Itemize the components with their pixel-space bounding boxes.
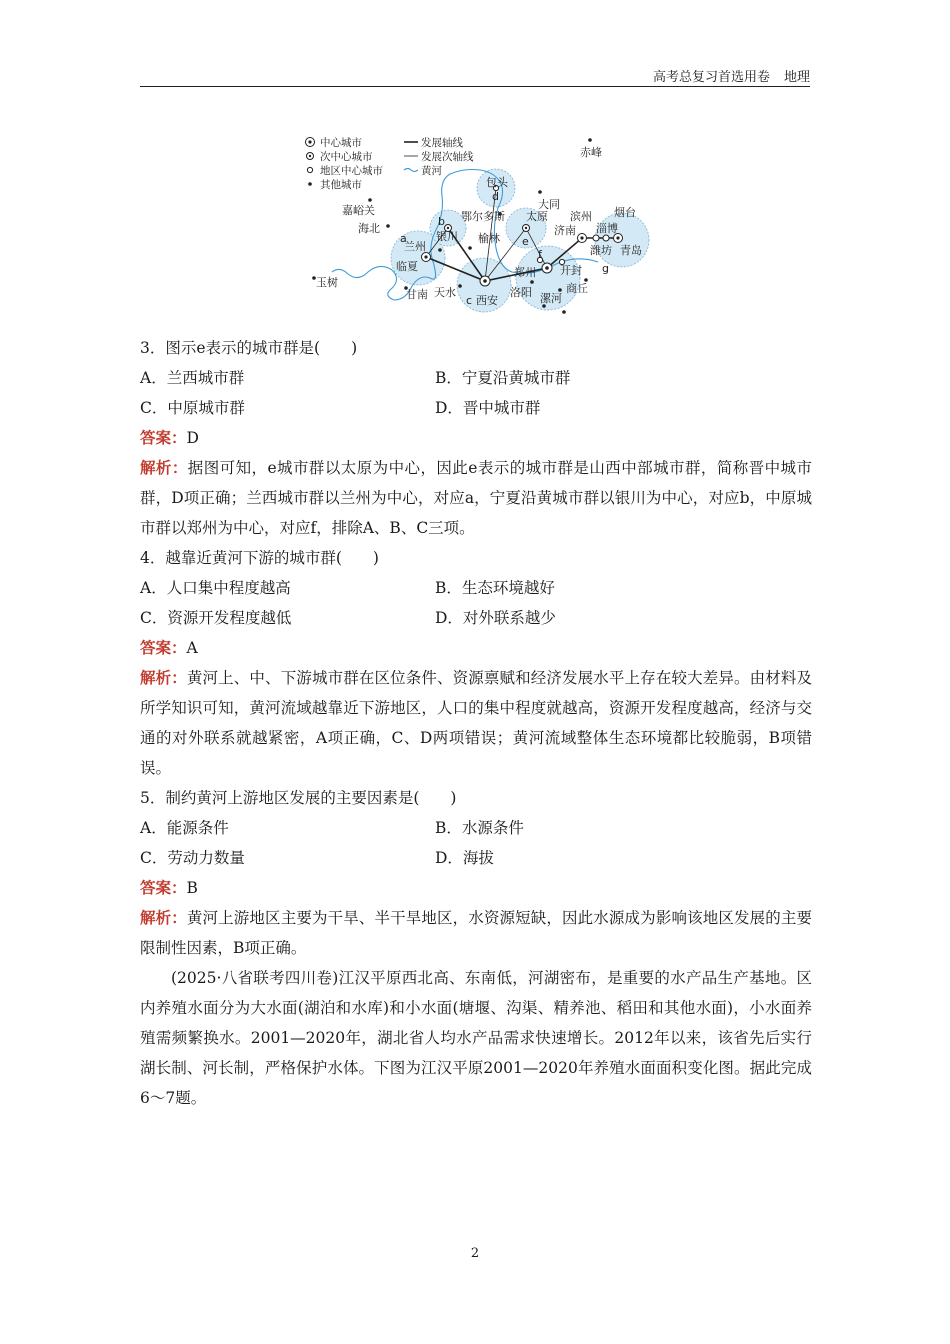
legend-other-city: 其他城市 bbox=[320, 179, 362, 191]
q3-option-a: A．兰西城市群 bbox=[140, 369, 245, 387]
q3-options bbox=[140, 363, 812, 393]
q4-answer-label: 答案： bbox=[140, 638, 187, 657]
label-qingdao: 青岛 bbox=[620, 244, 642, 257]
q3-option-d: D．晋中城市群 bbox=[435, 399, 541, 417]
q4-option-d: D．对外联系越少 bbox=[435, 609, 556, 627]
q3-answer-value: D bbox=[186, 429, 199, 447]
page-number: 2 bbox=[470, 1246, 480, 1261]
label-ordos: 鄂尔多斯 bbox=[461, 210, 505, 223]
label-haibei: 海北 bbox=[358, 222, 380, 235]
q5-stem: 5．制约黄河上游地区发展的主要因素是( ) bbox=[140, 789, 457, 807]
q3-analysis-text: 据图可知，e城市群以太原为中心，因此e表示的城市群是山西中部城市群，简称晋中城市群，D项正确；兰西城市群以兰州为中心，对应a，宁夏沿黄城市群以银川为中心，对应b，中原城市群以郑州为中心，对应f，排除A、B、C三项。 bbox=[140, 459, 812, 537]
q3-answer bbox=[140, 423, 812, 453]
q4-analysis-text: 黄河上、中、下游城市群在区位条件、资源禀赋和经济发展水平上存在较大差异。由材料及所学知识可知，黄河流域越靠近下游地区，人口的集中程度就越高，资源开发程度越高，经济与交通的对外联系就越紧密，A项正确，C、D两项错误；黄河流域整体生态环境都比较脆弱，B项错误。 bbox=[140, 669, 812, 777]
q4-options bbox=[140, 573, 812, 603]
label-yantai: 烟台 bbox=[614, 206, 636, 219]
label-binzhou: 滨州 bbox=[570, 210, 592, 223]
label-yulin: 榆林 bbox=[478, 232, 500, 245]
label-zhengzhou: 郑州 bbox=[514, 266, 536, 279]
label-luohe: 漯河 bbox=[540, 292, 562, 305]
label-luoyang: 洛阳 bbox=[510, 286, 532, 299]
q3-answer-label: 答案： bbox=[140, 428, 187, 447]
legend-sub-axis: 发展次轴线 bbox=[421, 151, 474, 163]
label-a: a bbox=[400, 232, 407, 245]
q3-stem: 3．图示e表示的城市群是( ) bbox=[140, 339, 358, 357]
label-kaifeng: 开封 bbox=[560, 264, 582, 277]
material-passage: (2025·八省联考四川卷)江汉平原西北高、东南低，河湖密布，是重要的水产品生产基地。区内养殖水面分为大水面(湖泊和水库)和小水面(塘堰、沟渠、精养池、稻田和其他水面)，小水面养殖需频繁换水。2001—2020年，湖北省人均水产品需求快速增长。2012年以来，该省先后实行湖长制、河长制，严格保护水体。下图为江汉平原2001—2020年养殖水面面积变化图。据此完成6～7题。 bbox=[140, 969, 812, 1107]
q5-answer bbox=[140, 873, 812, 903]
legend-center-city: 中心城市 bbox=[320, 137, 362, 149]
q5-answer-label: 答案： bbox=[140, 878, 187, 897]
q5-option-d: D．海拔 bbox=[435, 849, 494, 867]
q5-options bbox=[140, 813, 812, 843]
label-yushu: 玉树 bbox=[316, 276, 338, 289]
q5-option-a: A．能源条件 bbox=[140, 819, 229, 837]
q3-option-b: B．宁夏沿黄城市群 bbox=[435, 369, 571, 387]
header-book-title: 高考总复习首选用卷 bbox=[652, 70, 770, 85]
legend-river: 黄河 bbox=[421, 165, 442, 177]
q5-option-b: B．水源条件 bbox=[435, 819, 524, 837]
q5-option-c: C．劳动力数量 bbox=[140, 849, 245, 867]
page-header bbox=[140, 66, 810, 87]
q5-answer-value: B bbox=[186, 879, 198, 897]
q4-option-c: C．资源开发程度越低 bbox=[140, 609, 292, 627]
label-c: c bbox=[466, 294, 473, 307]
label-chifeng: 赤峰 bbox=[580, 146, 602, 159]
legend-axis: 发展轴线 bbox=[421, 137, 463, 149]
label-tianshui: 天水 bbox=[434, 286, 456, 299]
header-subject: 地理 bbox=[783, 70, 810, 85]
q5-analysis bbox=[140, 903, 812, 963]
label-yinchuan: 银川 bbox=[436, 230, 458, 243]
label-d: d bbox=[492, 190, 499, 203]
q4-options-row2 bbox=[140, 603, 812, 633]
yellow-river-city-cluster-map bbox=[300, 130, 650, 320]
question-content bbox=[140, 333, 812, 1113]
q4-answer bbox=[140, 633, 812, 663]
label-zibo: 淄博 bbox=[596, 222, 618, 235]
q3-analysis-label: 解析： bbox=[140, 458, 188, 477]
label-shangqiu: 商丘 bbox=[566, 282, 588, 295]
label-gannan: 甘南 bbox=[406, 288, 428, 301]
q4-option-a: A．人口集中程度越高 bbox=[140, 579, 291, 597]
label-baotou: 包头 bbox=[486, 176, 508, 189]
q4-answer-value: A bbox=[186, 639, 198, 657]
label-datong: 大同 bbox=[538, 198, 560, 211]
label-xian: 西安 bbox=[476, 294, 498, 307]
q5-analysis-text: 黄河上游地区主要为干旱、半干旱地区，水资源短缺，因此水源成为影响该地区发展的主要限制性因素，B项正确。 bbox=[140, 909, 812, 957]
label-weifang: 潍坊 bbox=[590, 244, 612, 257]
q3-analysis bbox=[140, 453, 812, 543]
q4-stem: 4．越靠近黄河下游的城市群( ) bbox=[140, 549, 379, 567]
label-linxia: 临夏 bbox=[396, 260, 418, 273]
map-legend bbox=[306, 136, 474, 191]
label-taiyuan: 太原 bbox=[526, 210, 548, 223]
q3-options-row2 bbox=[140, 393, 812, 423]
q5-options-row2 bbox=[140, 843, 812, 873]
label-jiayuguan: 嘉峪关 bbox=[342, 204, 375, 217]
q4-analysis bbox=[140, 663, 812, 783]
q3-option-c: C．中原城市群 bbox=[140, 399, 245, 417]
label-jinan: 济南 bbox=[554, 224, 576, 237]
label-f: f bbox=[538, 248, 542, 261]
label-b: b bbox=[438, 215, 445, 228]
label-g: g bbox=[602, 262, 609, 275]
legend-sub-center-city: 次中心城市 bbox=[320, 151, 373, 163]
legend-regional-center-city: 地区中心城市 bbox=[320, 165, 383, 177]
q5-analysis-label: 解析： bbox=[140, 908, 187, 927]
label-lanzhou: 兰州 bbox=[404, 240, 426, 253]
q4-analysis-label: 解析： bbox=[140, 668, 187, 687]
label-e: e bbox=[522, 235, 529, 248]
q4-option-b: B．生态环境越好 bbox=[435, 579, 555, 597]
